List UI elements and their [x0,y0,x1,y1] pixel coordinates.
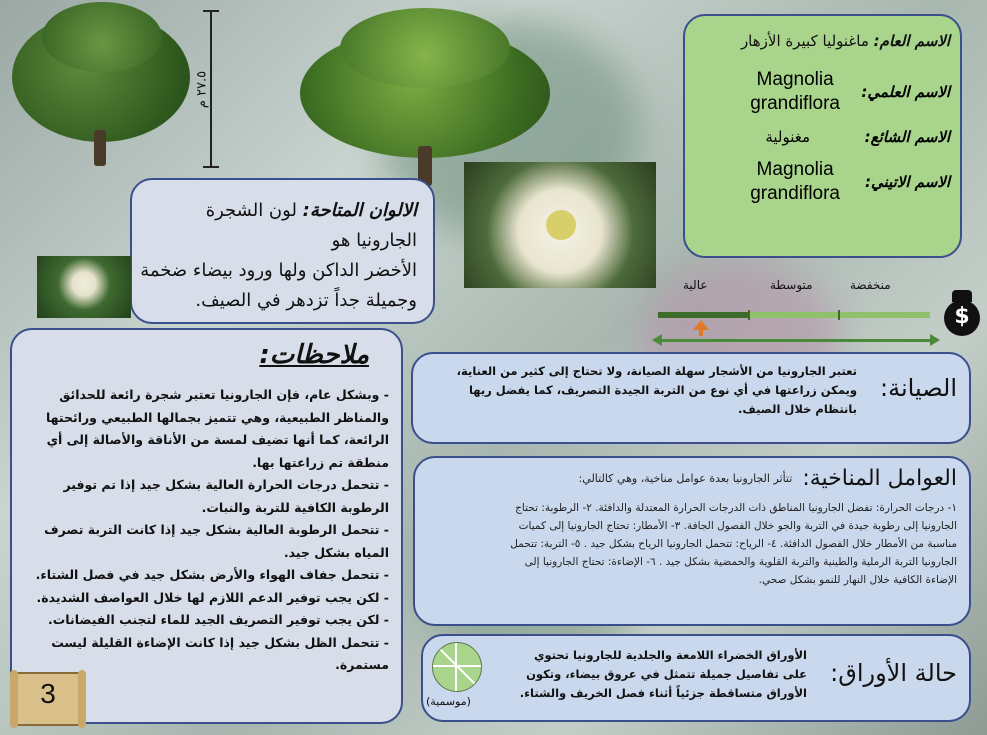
leaves-title: حالة الأوراق: [830,658,957,687]
scientific-name-value-2: grandiflora [750,93,840,114]
latin-name-value-1: Magnolia [756,159,834,180]
notes-line: الرطوبة الكافية للتربة والنبات. [201,499,389,515]
climate-line-4: الجارونيا التربة الرملية والطينية والتربة القلوية والحمضية بشكل جيد . ٦- الإضاءة: تحتاج الجارونيا إلى [524,556,957,568]
tree-image-large [300,8,550,186]
colors-label: الالوان المتاحة: [302,200,417,221]
maintenance-text-1: تعتبر الجارونيا من الأشجار سهلة الصيانة، ولا تحتاج إلى كثير من العناية، [456,364,857,378]
leaves-text-3: الأوراق متساقطة جزئياً أثناء فصل الخريف والشتاء. [519,686,807,700]
cost-bar [658,312,930,318]
cost-range-arrow [660,339,932,342]
common-name-label: الاسم العام: [873,32,950,50]
common-name-value: ماغنوليا كبيرة الأزهار [740,32,869,50]
seasonal-label: (موسمية) [426,695,471,708]
notes-line: - لكن يجب توفير التصريف الجيد للماء لتجنب الفيضانات. [48,612,389,627]
notes-line: - تتحمل الظل بشكل جيد إذا كانت الإضاءة القليلة ليست [51,634,389,650]
maintenance-text-2: ويمكن زراعتها في أي نوع من التربة الجيدة التصريف، كما يفضل ريها [468,383,857,397]
climate-line-3: مناسبة من الأمطار خلال الفصول الدافئة. ٤- الرياح: تتحمل الجارونيا الرياح بشكل جيد . ٥- التربة: تتحمل [510,538,957,550]
magnolia-flower-photo [464,162,656,288]
notes-line: - لكن يجب توفير الدعم اللازم لها خلال العواصف الشديدة. [36,589,389,605]
seasonal-leaf-icon [432,642,482,692]
notes-line: - تتحمل جفاف الهواء والأرض بشكل جيد في فصل الشتاء. [35,567,389,582]
page-number-scroll [12,672,84,726]
height-label: ٢٧.٥ م [194,70,210,109]
climate-title: العوامل المناخية: [802,466,957,491]
colors-text-2: الأخضر الداكن ولها ورود بيضاء ضخمة [140,260,417,281]
scientific-name-label: الاسم العلمي: [861,83,950,101]
notes-line: والمناظر الطبيعية، وهي تتميز بجمالها الطبيعي ورائحتها [45,409,389,425]
climate-panel [413,456,971,626]
climate-line-5: الإضاءة الكافية خلال النهار للنمو بشكل صحي. [758,574,957,586]
climate-line-1: ١- درجات الحرارة: تفضل الجارونيا المناطق ذات الدرجات الحرارة المعتدلة والدافئة. ٢- الرطوبة: تحتاج [515,502,957,514]
notes-line: - وبشكل عام، فإن الجارونيا تعتبر شجرة رائعة للحدائق [59,387,389,402]
scientific-name-value-1: Magnolia [756,69,834,90]
colors-text-3: وجميلة جداً تزدهر في الصيف. [195,290,417,311]
cost-label-medium: متوسطة [770,278,813,292]
dollar-sign: $ [954,304,970,329]
latin-name-value-2: grandiflora [750,183,840,204]
page-number: 3 [40,678,56,709]
notes-line: - تتحمل الرطوبة العالية بشكل جيد إذا كانت التربة تصرف [44,522,389,537]
notes-line: مستمرة. [335,657,389,672]
leaves-text-2: على تفاصيل جميلة تتمثل في عروق بيضاء، وتكون [526,667,807,681]
climate-intro: تتأثر الجارونيا بعدة عوامل مناخية، وهي كالتالي: [578,472,793,485]
notes-list [24,384,389,677]
maintenance-text-3: بانتظام خلال الصيف. [738,402,857,416]
money-bag-icon [938,286,982,336]
cost-label-low: منخفضة [850,278,891,292]
tree-image-small [12,2,190,166]
notes-title: ملاحظات: [259,340,369,370]
cost-label-high: عالية [683,278,708,292]
notes-line: - تتحمل درجات الحرارة العالية بشكل جيد إذا تم توفير [63,477,389,492]
notes-line: منطقة تم زراعتها بها. [252,454,389,470]
leaves-panel [421,634,971,722]
notes-panel [10,328,403,724]
leaf-thumbnail [37,256,131,318]
climate-line-2: الجارونيا إلى رطوبة جيدة في التربة والجو خلال الفصول الجافة. ٣- الأمطار: تحتاج الجارونيا إلى كميات [518,520,957,532]
latin-name-label: الاسم الاتيني: [865,173,950,191]
notes-line: الرائعة، كما أنها تضيف لمسة من الأناقة والأصالة إلى أي [46,432,389,447]
notes-line: المياه بشكل جيد. [283,544,389,560]
maintenance-title: الصيانة: [880,374,957,402]
colors-text-1: لون الشجرة الجارونيا هو [205,200,417,251]
colors-panel [130,178,435,324]
names-panel [683,14,962,258]
height-measure [210,10,212,168]
maintenance-panel [411,352,971,444]
popular-name-value: مغنولية [765,128,810,146]
leaves-text-1: الأوراق الخضراء اللامعة والجلدية للجارونيا تحتوي [533,648,807,662]
popular-name-label: الاسم الشائع: [864,128,950,146]
